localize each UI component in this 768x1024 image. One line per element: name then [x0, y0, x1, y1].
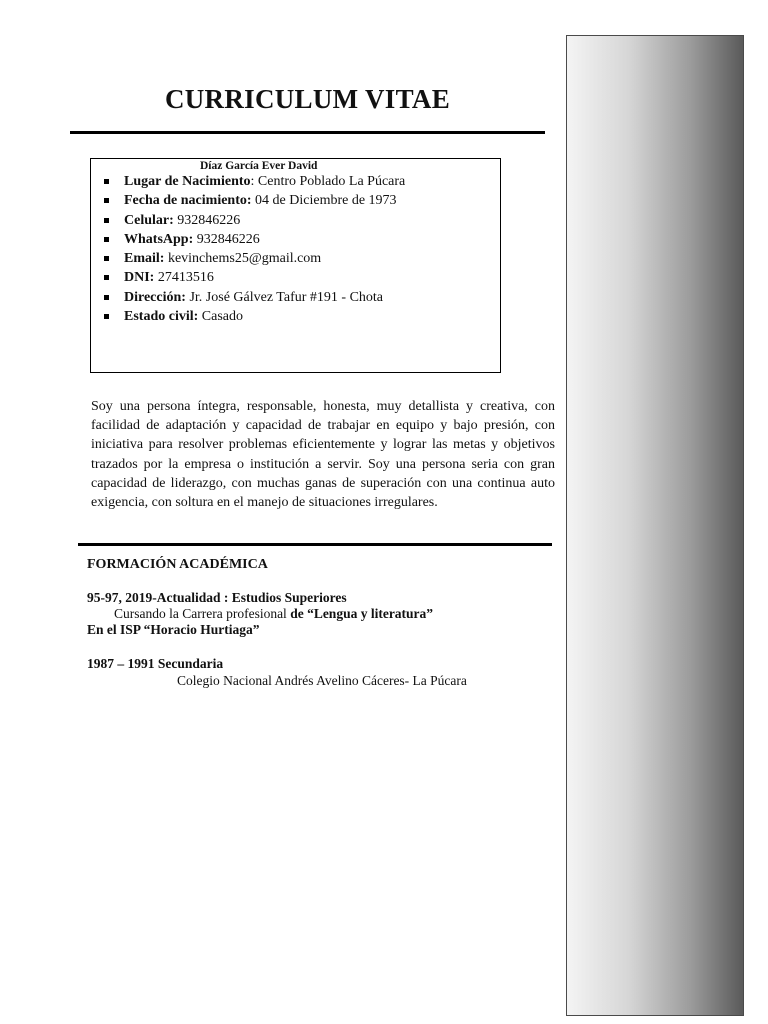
secondary-education-heading: 1987 – 1991 Secundaria	[87, 656, 224, 671]
info-label: Lugar de Nacimiento	[124, 174, 251, 189]
info-item-email	[104, 249, 405, 268]
personal-info-list	[104, 172, 405, 326]
info-value: 27413516	[157, 270, 214, 286]
person-name: Díaz García Ever David	[200, 160, 318, 172]
career-prefix: Cursando la Carrera profesional	[114, 606, 291, 621]
info-item-marital-status	[104, 307, 405, 326]
info-item-birthplace	[104, 172, 405, 191]
education-section-title: FORMACIÓN ACADÉMICA	[87, 557, 268, 572]
info-value: Centro Poblado La Púcara	[257, 174, 406, 189]
career-name: de “Lengua y literatura”	[290, 606, 434, 621]
info-item-whatsapp	[104, 230, 405, 249]
higher-education-institution: En el ISP “Horacio Hurtiaga”	[87, 622, 260, 637]
info-item-phone	[104, 211, 405, 230]
info-label: Email:	[124, 251, 165, 267]
info-item-dni	[104, 268, 405, 287]
higher-education-heading: 95-97, 2019-Actualidad : Estudios Superiores	[87, 590, 347, 605]
info-label: Estado civil:	[124, 309, 199, 325]
info-label: WhatsApp:	[124, 231, 194, 247]
info-value: 932846226	[196, 231, 260, 247]
profile-summary: Soy una persona íntegra, responsable, honesta, muy detallista y creativa, con facilidad de adaptación y capacidad de trabajar en equipo y bajo presión, con iniciativa para resolver problemas eficientemente y lograr las metas y objetivos trazados por la empresa o institución a servir. Soy una persona seria con gran capacidad de liderazgo, con muchas ganas de superación con una continua auto exigencia, con soltura en el manejo de situaciones irregulares.	[91, 399, 555, 511]
info-separator: :	[250, 174, 258, 189]
higher-education-detail	[114, 606, 433, 622]
secondary-school-name: Colegio Nacional Andrés Avelino Cáceres- La Púcara	[177, 673, 467, 688]
info-label: Celular:	[124, 212, 174, 228]
info-label: Fecha de nacimiento:	[124, 193, 252, 209]
info-label: DNI:	[124, 270, 155, 286]
info-item-birthdate	[104, 191, 405, 210]
info-value: kevinchems25@gmail.com	[167, 251, 322, 267]
info-value: 04 de Diciembre de 1973	[255, 193, 397, 209]
section-divider	[78, 543, 552, 546]
info-value: Casado	[201, 309, 243, 325]
title-divider	[70, 131, 545, 134]
info-label: Dirección:	[124, 289, 186, 305]
decorative-gradient-sidebar	[566, 35, 744, 1016]
info-value: Jr. José Gálvez Tafur #191 - Chota	[189, 289, 384, 305]
info-item-address	[104, 288, 405, 307]
info-value: 932846226	[177, 212, 241, 228]
page-title: CURRICULUM VITAE	[164, 84, 451, 114]
